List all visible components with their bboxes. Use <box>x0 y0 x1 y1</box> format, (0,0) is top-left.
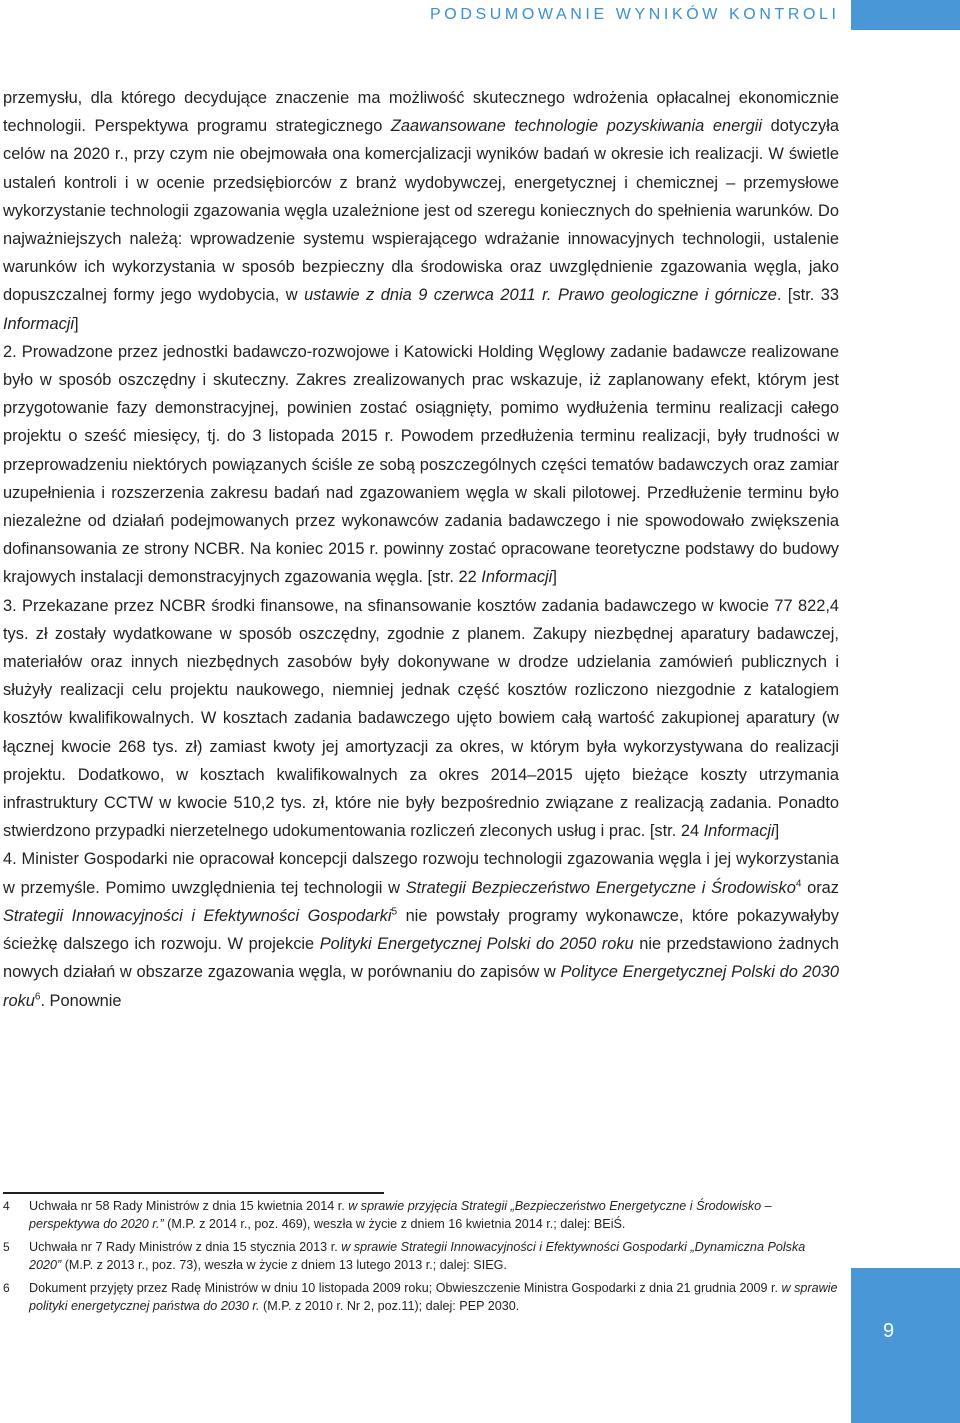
header-accent-block <box>851 0 960 30</box>
text-emphasis: Informacji <box>703 822 775 841</box>
main-text <box>3 84 839 1015</box>
text-segment: nie powstały programy wykonawcze, które pokazywałyby ścieżkę dalszego ich rozwoju. W projekcie <box>3 906 839 954</box>
text-segment: ] <box>552 568 557 587</box>
footnote-number: 5 <box>3 1240 10 1254</box>
page-number: 9 <box>882 1320 895 1342</box>
footnote-ref[interactable]: 6 <box>34 991 41 1003</box>
footnote-ref[interactable]: 4 <box>795 878 802 890</box>
footnote-text: Dokument przyjęty przez Radę Ministrów w dniu 10 listopada 2009 roku; Obwieszczenie Ministra Gospodarki z dnia 21 grudnia 2009 r. <box>29 1281 782 1295</box>
footnote-emphasis: w sprawie Strategii Innowacyjności i Efektywności Gospodarki „Dynamiczna Polska 2020” <box>29 1240 806 1272</box>
text-segment: dotyczyła celów na 2020 r., przy czym nie obejmowała ona komercjalizacji wyników badań w okresie ich realizacji. W świetle ustaleń kontroli i w ocenie przedsiębiorców z branż wydobywczej, energetycznej i chemicznej – przemysłowe wykorzystanie technologii zgazowania węgla uzależnione jest od szeregu koniecznych do spełnienia warunków. Do najważniejszych należą: wprowadzenie systemu wspierającego wdrażanie innowacyjnych technologii, ustalenie warunków ich wykorzystania w sposób bezpieczny dla środowiska oraz uwzględnienie zgazowania węgla, jako dopuszczalnej formy jego wydobycia, w <box>3 117 839 305</box>
footnote <box>3 1280 839 1315</box>
text-segment: ] <box>774 822 780 841</box>
paragraph-3 <box>3 592 839 846</box>
text-emphasis: ustawie z dnia 9 czerwca 2011 r. Prawo geologiczne i górnicze <box>304 286 777 305</box>
footnote-text: Uchwała nr 58 Rady Ministrów z dnia 15 kwietnia 2014 r. <box>29 1199 349 1213</box>
page-number-block <box>851 1268 960 1423</box>
footnotes <box>3 1198 839 1321</box>
text-segment: . [str. 33 <box>776 286 839 305</box>
text-emphasis: Zaawansowane technologie pozyskiwania energii <box>390 117 763 136</box>
text-emphasis: Informacji <box>481 568 553 587</box>
text-segment: 3. Przekazane przez NCBR środki finansowe, na sfinansowanie kosztów zadania badawczego w kwocie 77 822,4 tys. zł zostały wydatkowane w sposób oszczędny, zgodnie z planem. Zakupy niezbędnej aparatury badawczej, materiałów oraz innych niezbędnych zasobów były dokonywane w drodze udzielania zamówień publicznych i służyły realizacji celu projektu naukowego, niemniej jednak część kosztów rozliczono niezgodnie z katalogiem kosztów kwalifikowalnych. W kosztach zadania badawczego ujęto bowiem całą wartość zakupionej aparatury (w łącznej kwocie 268 tys. zł) zamiast kwoty jej amortyzacji za okres, w którym była wykorzystywana do realizacji projektu. Dodatkowo, w kosztach kwalifikowalnych za okres 2014–2015 ujęto bieżące koszty utrzymania infrastruktury CCTW w kwocie 510,2 tys. zł, które nie były bezpośrednio związane z realizacją zadania. Ponadto stwierdzono przypadki nierzetelnego udokumentowania rozliczeń zleconych usług i prac. [str. 24 <box>3 596 839 841</box>
footnote-emphasis: w sprawie polityki energetycznej państwa do 2030 r. <box>29 1281 838 1313</box>
section-title: PODSUMOWANIE WYNIKÓW KONTROLI <box>430 6 840 23</box>
footnote <box>3 1239 839 1274</box>
text-segment: . Ponownie <box>40 991 122 1010</box>
footnote-ref[interactable]: 5 <box>391 906 398 918</box>
footnote-text: (M.P. z 2010 r. Nr 2, poz.11); dalej: PEP 2030. <box>259 1298 520 1313</box>
text-emphasis: Strategii Innowacyjności i Efektywności Gospodarki <box>3 906 392 925</box>
footnote <box>3 1198 839 1233</box>
footnote-text: (M.P. z 2013 r., poz. 73), weszła w życie z dniem 13 lutego 2013 r.; dalej: SIEG. <box>61 1257 507 1272</box>
page-header <box>0 0 960 30</box>
footnote-number: 4 <box>3 1199 10 1213</box>
footnote-number: 6 <box>3 1281 10 1295</box>
footnote-emphasis: w sprawie przyjęcia Strategii „Bezpieczeństwo Energetyczne i Środowisko – perspektywa do 2020 r.” <box>29 1199 772 1231</box>
text-emphasis: Polityki Energetycznej Polski do 2050 roku <box>319 935 634 954</box>
text-segment: przemysłu, dla którego decydujące znaczenie ma możliwość skutecznego wdrożenia opłacalnej ekonomicznie technologii. Perspektywa programu strategicznego <box>3 89 839 136</box>
paragraph-1 <box>3 84 839 338</box>
text-emphasis: Informacji <box>3 314 75 333</box>
text-segment: 2. Prowadzone przez jednostki badawczo-rozwojowe i Katowicki Holding Węglowy zadanie badawcze realizowane było w sposób oszczędny i skuteczny. Zakres zrealizowanych prac wskazuje, iż zaplanowany efekt, którym jest przygotowanie fazy demonstracyjnej, powinien zostać osiągnięty, pomimo wydłużenia terminu realizacji całego projektu o sześć miesięcy, tj. do 3 listopada 2015 r. Powodem przedłużenia terminu realizacji, były trudności w przeprowadzeniu niektórych powiązanych ściśle ze sobą poszczególnych części tematów badawczych oraz zamiar uzupełnienia i rozszerzenia zakresu badań nad zgazowaniem węgla w skali pilotowej. Przedłużenie terminu było niezależne od działań podejmowanych przez wykonawców zadania badawczego i nie spowodowało zwiększenia dofinansowania ze strony NCBR. Na koniec 2015 r. powinny zostać opracowane teoretyczne podstawy do budowy krajowych instalacji demonstracyjnych zgazowania węgla. [str. 22 <box>3 342 839 587</box>
text-segment: ] <box>74 314 79 333</box>
footnote-divider <box>3 1192 384 1194</box>
paragraph-2 <box>3 338 839 592</box>
footnote-text: (M.P. z 2014 r., poz. 469), weszła w życie z dniem 16 kwietnia 2014 r.; dalej: BEiŚ. <box>163 1216 626 1231</box>
text-segment: oraz <box>801 878 839 897</box>
text-segment: 4. Minister Gospodarki nie opracował koncepcji dalszego rozwoju technologii zgazowania węgla i jej wykorzystania w przemyśle. Pomimo uwzględnienia tej technologii w <box>3 850 839 897</box>
text-emphasis: Polityce Energetycznej Polski do 2030 roku <box>3 963 839 1010</box>
text-emphasis: Strategii Bezpieczeństwo Energetyczne i Środowisko <box>405 878 796 897</box>
footnote-text: Uchwała nr 7 Rady Ministrów z dnia 15 stycznia 2013 r. <box>29 1240 342 1254</box>
text-segment: nie przedstawiono żadnych nowych działań w obszarze zgazowania węgla, w porównaniu do zapisów w <box>3 935 839 982</box>
paragraph-4 <box>3 845 839 1014</box>
